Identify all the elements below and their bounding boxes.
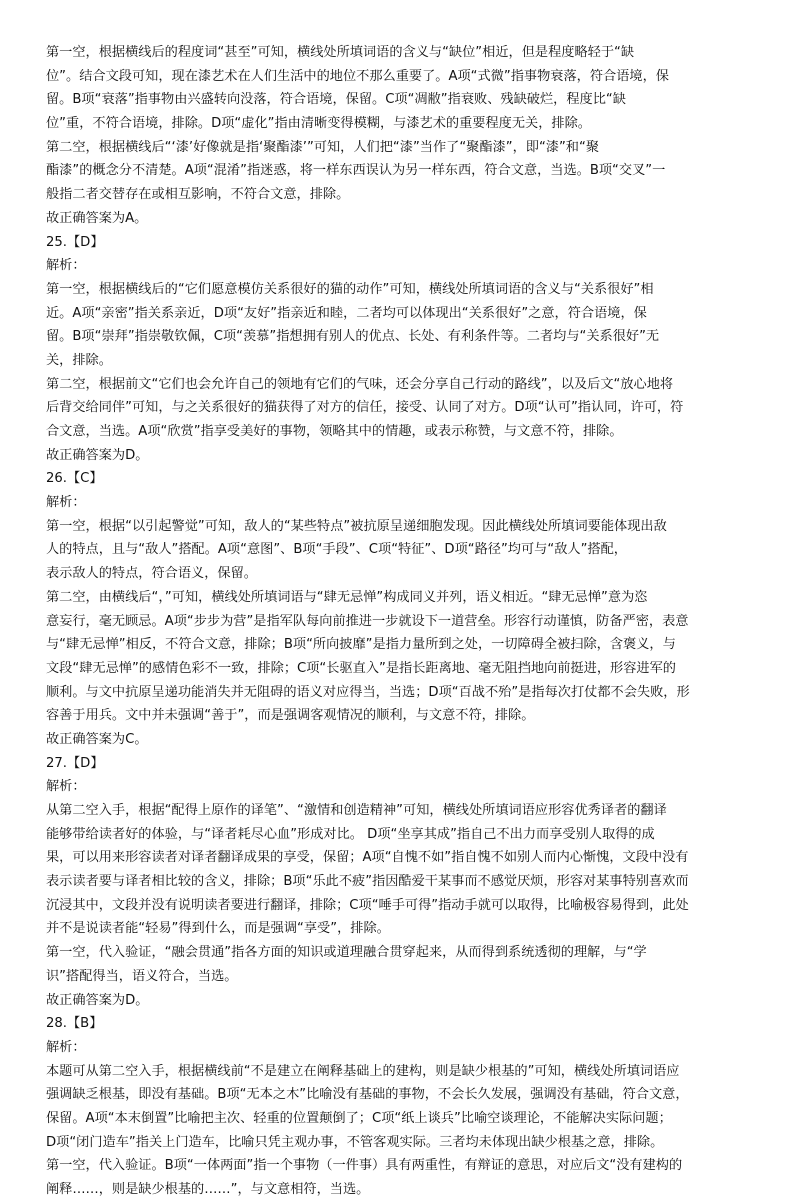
text-line: 后背交给同伴”可知，与之关系很好的猫获得了对方的信任，接受、认同了对方。D项“认可”指认同，许可，符 [46, 400, 684, 416]
text-line: 果，可以用来形容读者对译者翻译成果的享受，保留；A项“自愧不如”指自愧不如别人而内心惭愧，文段中没有 [46, 850, 689, 866]
text-line: 关，排除。 [46, 352, 112, 368]
text-line: 第一空，根据横线后的程度词“甚至”可知，横线处所填词语的含义与“缺位”相近，但是程度略轻于“缺 [46, 45, 635, 60]
text-line: 位”。结合文段可知，现在漆艺术在人们生活中的地位不那么重要了。A项“式微”指事物衰落，符合语境，保 [46, 68, 669, 84]
text-line: 合文意，当选。A项“欣赏”指享受美好的事物，领略其中的情趣，或表示称赞，与文意不符，排除。 [46, 424, 623, 439]
text-line: 留。B项“衰落”指事物由兴盛转向没落，符合语境，保留。C项“凋敝”指衰败、残缺破烂，程度比“缺 [46, 92, 626, 108]
text-line: 第一空，根据横线后的“它们愿意模仿关系很好的猫的动作”可知，横线处所填词语的含义与“关系很好”相 [46, 281, 654, 297]
analysis-label: 解析： [46, 495, 86, 511]
text-line: 人的特点，且与“敌人”搭配。A项“意图”、B项“手段”、C项“特征”、D项“路径”均可与“敌人”搭配， [46, 542, 627, 558]
question-number: 26.【C】 [46, 471, 103, 487]
text-line: 酯漆”的概念分不清楚。A项“混淆”指迷惑，将一样东西误认为另一样东西，符合文意，当选。B项“交叉”一 [46, 163, 666, 179]
text-line: 第一空，根据“以引起警觉”可知，敌人的“某些特点”被抗原呈递细胞发现。因此横线处所填词要能体现出敌 [46, 518, 667, 534]
text-line: 位”重，不符合语境，排除。D项“虚化”指由清晰变得模糊，与漆艺术的重要程度无关，排除。 [46, 116, 591, 132]
text-line: 表示读者要与译者相比较的含义，排除；B项“乐此不疲”指因酷爱干某事而不感觉厌烦，形容对某事特别喜欢而 [46, 874, 689, 890]
text-line: 近。A项“亲密”指关系亲近，D项“友好”指亲近和睦，二者均可以体现出“关系很好”之意，符合语境，保 [46, 305, 647, 321]
text-line: 第二空，根据横线后“‘漆’好像就是指‘聚酯漆’”可知，人们把“漆”当作了“聚酯漆”，即“漆”和“聚 [46, 139, 600, 155]
text-line: 顺利。与文中抗原呈递功能消失并无阻碍的语义对应得当，当选；D项“百战不殆”是指每次打仗都不会失败，形 [46, 684, 690, 700]
text-line: 第一空，代入验证。B项“一体两面”指一个事物（一件事）具有两重性，有辩证的意思，对应后文“没有建构的 [46, 1158, 683, 1174]
text-line: 意妄行，毫无顾忌。A项“步步为营”是指军队每向前推进一步就设下一道营垒。形容行动谨慎，防备严密，表意 [46, 613, 689, 629]
question-number: 27.【D】 [46, 755, 104, 771]
answer-line: 故正确答案为C。 [46, 731, 148, 747]
text-line: 般指二者交替存在或相互影响，不符合文意，排除。 [46, 187, 350, 203]
analysis-label: 解析： [46, 1039, 86, 1055]
text-line: 第一空，代入验证，“融会贯通”指各方面的知识或道理融合贯穿起来，从而得到系统透彻的理解，与“学 [46, 945, 647, 961]
answer-line: 故正确答案为D。 [46, 447, 149, 463]
answer-line: 故正确答案为A。 [46, 210, 148, 226]
text-line: 第二空，根据前文“它们也会允许自己的领地有它们的气味，还会分享自己行动的路线”，以及后文“放心地将 [46, 376, 674, 392]
text-line: 文段“肆无忌惮”的感情色彩不一致，排除；C项“长驱直入”是指长距离地、毫无阻挡地向前挺进，形容进军的 [46, 660, 676, 676]
text-line: 沉浸其中，文段并没有说明读者要进行翻译，排除；C项“唾手可得”指动手就可以取得，比喻极容易得到，此处 [46, 897, 689, 913]
text-line: 与“肆无忌惮”相反，不符合文意，排除；B项“所向披靡”是指力量所到之处，一切障碍全被扫除，含褒义，与 [46, 637, 676, 653]
question-number: 25.【D】 [46, 234, 104, 250]
text-line: 容善于用兵。文中并未强调“善于”，而是强调客观情况的顺利，与文意不符，排除。 [46, 708, 535, 724]
text-line: 第二空，由横线后“，”可知，横线处所填词语与“肆无忌惮”构成同义并列，语义相近。“肆无忌惮”意为恣 [46, 589, 648, 605]
text-line: 表示敌人的特点，符合语义，保留。 [46, 566, 257, 582]
text-line: 留。B项“崇拜”指崇敬钦佩，C项“羡慕”指想拥有别人的优点、长处、有利条件等。二者均与“关系很好”无 [46, 329, 660, 345]
analysis-label: 解析： [46, 779, 86, 795]
text-line: 阐释……，则是缺少根基的……”，与文意相符，当选。 [46, 1182, 370, 1197]
analysis-label: 解析： [46, 258, 86, 274]
text-line: 识”搭配得当，语义符合，当选。 [46, 968, 238, 984]
text-line: 强调缺乏根基，即没有基础。B项“无本之木”比喻没有基础的事物，不会长久发展，强调没有基础，符合文意， [46, 1087, 689, 1103]
text-line: 从第二空入手，根据“配得上原作的译笔”、“激情和创造精神”可知，横线处所填词语应形容优秀译者的翻译 [46, 803, 667, 818]
text-line: 并不是说读者能“轻易”得到什么，而是强调“享受”，排除。 [46, 921, 390, 937]
answer-line: 故正确答案为D。 [46, 992, 149, 1008]
text-line: D项“闭门造车”指关上门造车，比喻只凭主观办事，不管客观实际。三者均未体现出缺少根基之意，排除。 [46, 1134, 664, 1150]
text-line: 保留。A项“本末倒置”比喻把主次、轻重的位置颠倒了；C项“纸上谈兵”比喻空谈理论，不能解决实际问题； [46, 1110, 672, 1126]
question-number: 28.【B】 [46, 1016, 103, 1032]
text-line: 本题可从第二空入手，根据横线前“不是建立在阐释基础上的建构，则是缺少根基的”可知，横线处所填词语应 [46, 1063, 680, 1079]
text-line: 能够带给读者好的体验，与“译者耗尽心血”形成对比。 D项“坐享其成”指自己不出力而享受别人取得的成 [46, 826, 655, 842]
